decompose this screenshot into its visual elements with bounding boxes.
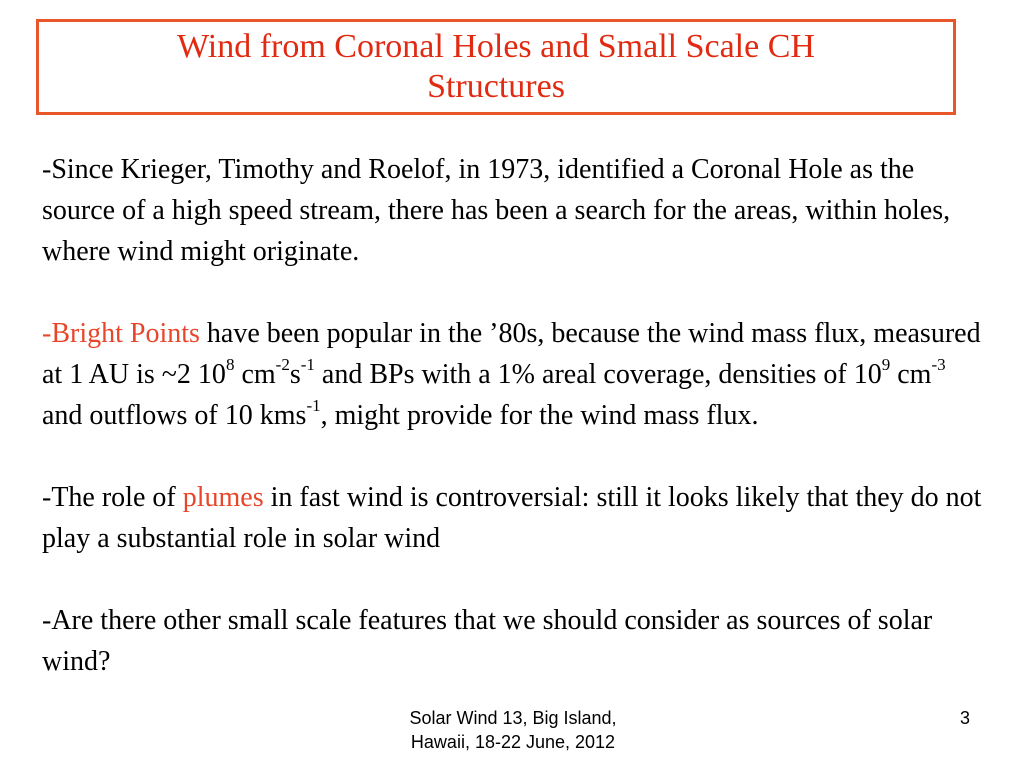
exponent: -3 (931, 354, 946, 374)
text-segment: cm (234, 359, 276, 390)
page-number: 3 (959, 708, 970, 728)
slide-body (42, 149, 982, 682)
text-segment: in fast wind is controversial: still it looks likely that they do not play a substantial role in solar wind (42, 482, 982, 554)
footer-line-2: Hawaii, 18-22 June, 2012 (410, 732, 616, 752)
paragraph-other-features: -Are there other small scale features that we should consider as sources of solar wind? (42, 605, 933, 677)
slide-title-line-2: Structures (427, 68, 565, 105)
plumes-highlight: plumes (182, 482, 264, 513)
paragraph-plumes (42, 477, 982, 559)
paragraph-krieger: -Since Krieger, Timothy and Roelof, in 1973, identified a Coronal Hole as the source of a high speed stream, there has been a search for the areas, within holes, where wind might originate. (42, 154, 951, 267)
slide-title (177, 27, 815, 107)
bright-points-highlight: -Bright Points (42, 318, 200, 349)
text-segment: and BPs with a 1% areal coverage, densities of 10 (314, 359, 882, 390)
text-segment: have been popular in the ’80s, because the wind mass flux, measured at 1 AU is ~2 10 (42, 318, 981, 390)
text-segment: -The role of (42, 482, 183, 513)
exponent: -1 (306, 395, 321, 415)
exponent: -1 (300, 354, 315, 374)
text-segment: and outflows of 10 kms (42, 400, 307, 431)
text-segment: cm (890, 359, 932, 390)
footer-line-1: Solar Wind 13, Big Island, (409, 708, 617, 728)
paragraph-bright-points (42, 313, 982, 436)
exponent: 9 (881, 354, 891, 374)
slide-footer (372, 706, 654, 754)
title-box (36, 19, 956, 115)
text-segment: s (289, 359, 301, 390)
slide-title-line-1: Wind from Coronal Holes and Small Scale CH (177, 28, 815, 65)
text-segment: , might provide for the wind mass flux. (320, 400, 759, 431)
exponent: 8 (225, 354, 235, 374)
exponent: -2 (275, 354, 290, 374)
